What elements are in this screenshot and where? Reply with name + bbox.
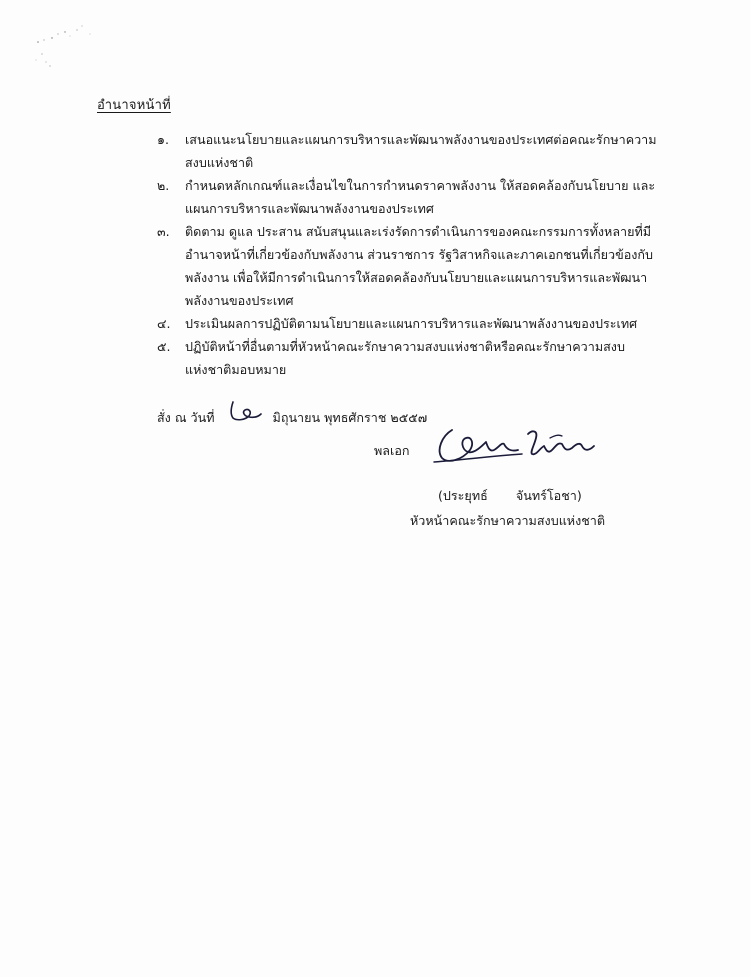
list-item: [157, 174, 677, 220]
item-line: แห่งชาติมอบหมาย: [185, 362, 287, 377]
item-line: แผนการบริหารและพัฒนาพลังงานของประเทศ: [185, 201, 434, 216]
item-line: ปฏิบัติหน้าที่อื่นตามที่หัวหน้าคณะรักษาความสงบแห่งชาติหรือคณะรักษาความสงบ: [185, 339, 625, 354]
item-number: ๓.: [157, 224, 170, 239]
item-number: ๔.: [157, 316, 171, 331]
item-text: [185, 128, 677, 174]
date-suffix: มิถุนายน พุทธศักราช ๒๕๕๗: [272, 410, 428, 425]
item-text: [185, 174, 677, 220]
signatory-rank: พลเอก: [374, 443, 410, 458]
handwritten-day: [219, 398, 269, 422]
item-number: ๑.: [157, 132, 169, 147]
item-line: เสนอแนะนโยบายและแผนการบริหารและพัฒนาพลังงานของประเทศต่อคณะรักษาความ: [185, 132, 657, 147]
duties-list: [157, 128, 677, 381]
item-line: พลังงาน เพื่อให้มีการดำเนินการให้สอดคล้องกับนโยบายและแผนการบริหารและพัฒนา: [185, 270, 648, 285]
scan-speckle-marks: [30, 22, 100, 72]
item-line: อำนาจหน้าที่เกี่ยวข้องกับพลังงาน ส่วนราชการ รัฐวิสาหกิจและภาคเอกชนที่เกี่ยวข้องกับ: [185, 247, 654, 262]
item-text: [185, 220, 677, 312]
item-line: พลังงานของประเทศ: [185, 293, 294, 308]
list-item: [157, 220, 677, 312]
list-item: [157, 128, 677, 174]
signatory-position: หัวหน้าคณะรักษาความสงบแห่งชาติ: [410, 513, 606, 528]
signatory-name: (ประยุทธ์ จันทร์โอชา): [438, 488, 582, 503]
item-text: [185, 335, 677, 381]
handwritten-day-glyph: [219, 398, 269, 422]
item-line: ติดตาม ดูแล ประสาน สนับสนุนและเร่งรัดการดำเนินการของคณะกรรมการทั้งหลายที่มี: [185, 224, 652, 239]
handwritten-signature: [432, 420, 600, 472]
item-number: ๕.: [157, 339, 171, 354]
item-line: กำหนดหลักเกณฑ์และเงื่อนไขในการกำหนดราคาพลังงาน ให้สอดคล้องกับนโยบาย และ: [185, 178, 656, 193]
list-item: [157, 312, 677, 335]
item-line: ประเมินผลการปฏิบัติตามนโยบายและแผนการบริหารและพัฒนาพลังงานของประเทศ: [185, 316, 638, 331]
section-heading: อำนาจหน้าที่: [97, 98, 171, 113]
item-line: สงบแห่งชาติ: [185, 155, 254, 170]
list-item: [157, 335, 677, 381]
item-text: [185, 312, 677, 335]
date-prefix: สั่ง ณ วันที่: [157, 410, 215, 425]
order-date-line: [157, 398, 427, 428]
item-number: ๒.: [157, 178, 170, 193]
